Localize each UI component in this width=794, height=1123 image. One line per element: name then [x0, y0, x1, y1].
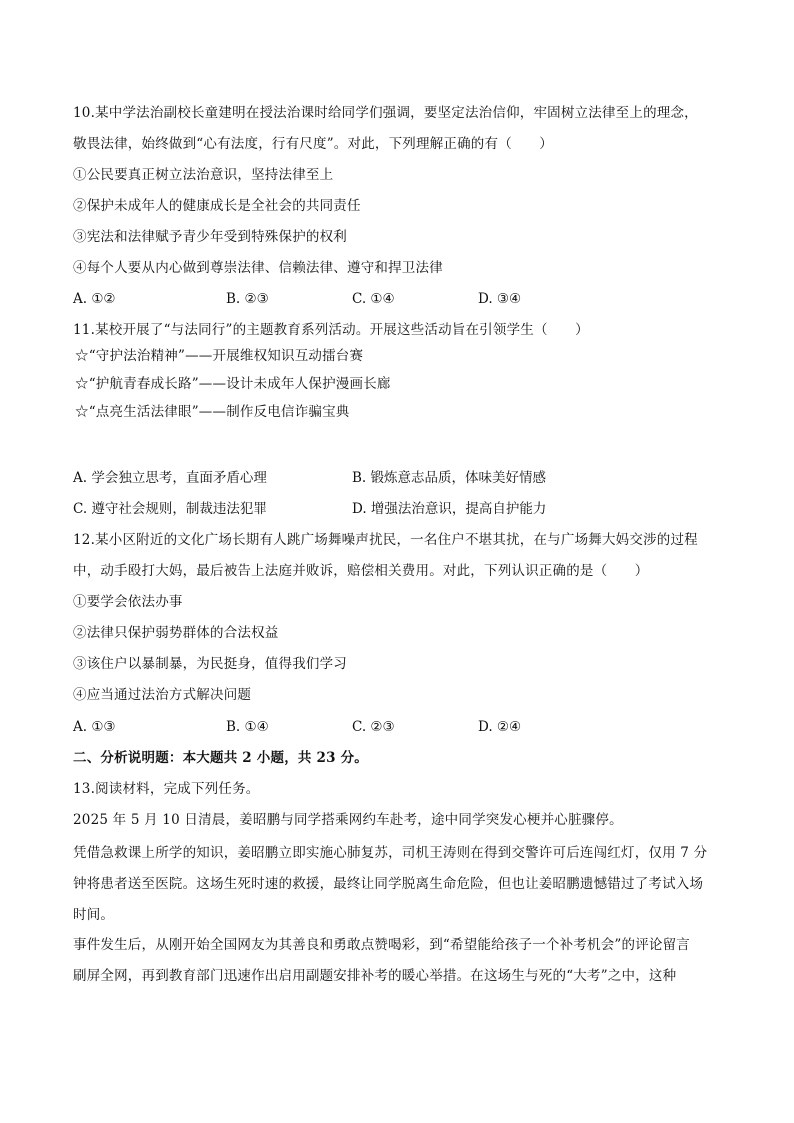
q10-stem-line2: 敬畏法律，始终做到“心有法度，行有尺度”。对此，下列理解正确的有（ ） [73, 136, 554, 152]
q13-para2-line1: 凭借急救课上所学的知识，姜昭鹏立即实施心肺复苏，司机王涛则在得到交警许可后连闯红灯，仅用 7 分 [73, 845, 708, 861]
q12-option-c: C. ②③ [352, 719, 395, 735]
q12-option-d: D. ②④ [478, 719, 522, 735]
q10-item-3: ③宪法和法律赋予青少年受到特殊保护的权利 [73, 229, 347, 245]
q10-stem-line1: 10.某中学法治副校长童建明在授法治课时给同学们强调，要坚定法治信仰，牢固树立法律至上的理念， [73, 105, 698, 121]
q13-para3-line1: 事件发生后，从刚开始全国网友为其善良和勇敢点赞喝彩，到“希望能给孩子一个补考机会”的评论留言 [73, 937, 691, 953]
q11-option-c: C. 遵守社会规则，制裁违法犯罪 [73, 501, 267, 517]
q13-para2-line2: 钟将患者送至医院。这场生死时速的救援，最终让同学脱离生命危险，但也让姜昭鹏遗憾错过了考试入场 [73, 876, 704, 892]
q11-activity-3: ☆“点亮生活法律眼”——制作反电信诈骗宝典 [75, 404, 350, 420]
q10-item-1: ①公民要真正树立法治意识，坚持法律至上 [73, 167, 334, 183]
q11-option-d: D. 增强法治意识，提高自护能力 [352, 501, 547, 517]
q10-item-2: ②保护未成年人的健康成长是全社会的共同责任 [73, 198, 361, 214]
q10-item-4: ④每个人要从内心做到尊崇法律、信赖法律、遵守和捍卫法律 [73, 260, 443, 276]
q12-item-4: ④应当通过法治方式解决问题 [73, 687, 252, 703]
q10-option-d: D. ③④ [478, 291, 522, 307]
q11-activity-1: ☆“守护法治精神”——开展维权知识互动擂台赛 [75, 348, 364, 364]
q11-option-b: B. 锻炼意志品质，体味美好情感 [352, 470, 547, 486]
q13-stem: 13.阅读材料，完成下列任务。 [73, 781, 260, 797]
q12-option-b: B. ①④ [226, 719, 269, 735]
q12-stem-line2: 中，动手殴打大妈，最后被告上法庭并败诉，赔偿相关费用。对此，下列认识正确的是（ ） [73, 563, 649, 579]
q12-item-1: ①要学会依法办事 [73, 594, 183, 610]
q11-option-a: A. 学会独立思考，直面矛盾心理 [73, 470, 267, 486]
q12-option-a: A. ①③ [73, 719, 116, 735]
q11-activity-2: ☆“护航青春成长路”——设计未成年人保护漫画长廊 [75, 376, 391, 392]
q13-para1: 2025 年 5 月 10 日清晨，姜昭鹏与同学搭乘网约车赴考，途中同学突发心梗并心脏骤停。 [73, 812, 623, 828]
q13-para3-line2: 刷屏全网，再到教育部门迅速作出启用副题安排补考的暖心举措。在这场生与死的“大考”之中，这种 [73, 968, 677, 984]
q12-item-2: ②法律只保护弱势群体的合法权益 [73, 625, 279, 641]
q10-option-b: B. ②③ [226, 291, 269, 307]
q13-para2-line3: 时间。 [73, 907, 115, 923]
q12-item-3: ③该住户以暴制暴，为民挺身，值得我们学习 [73, 656, 347, 672]
q11-stem: 11.某校开展了“与法同行”的主题教育系列活动。开展这些活动旨在引领学生（ ） [73, 322, 589, 338]
section2-heading: 二、分析说明题：本大题共 2 小题，共 23 分。 [73, 750, 368, 766]
q10-option-a: A. ①② [73, 291, 116, 307]
q10-option-c: C. ①④ [352, 291, 395, 307]
q12-stem-line1: 12.某小区附近的文化广场长期有人跳广场舞噪声扰民，一名住户不堪其扰，在与广场舞大妈交涉的过程 [73, 532, 698, 548]
